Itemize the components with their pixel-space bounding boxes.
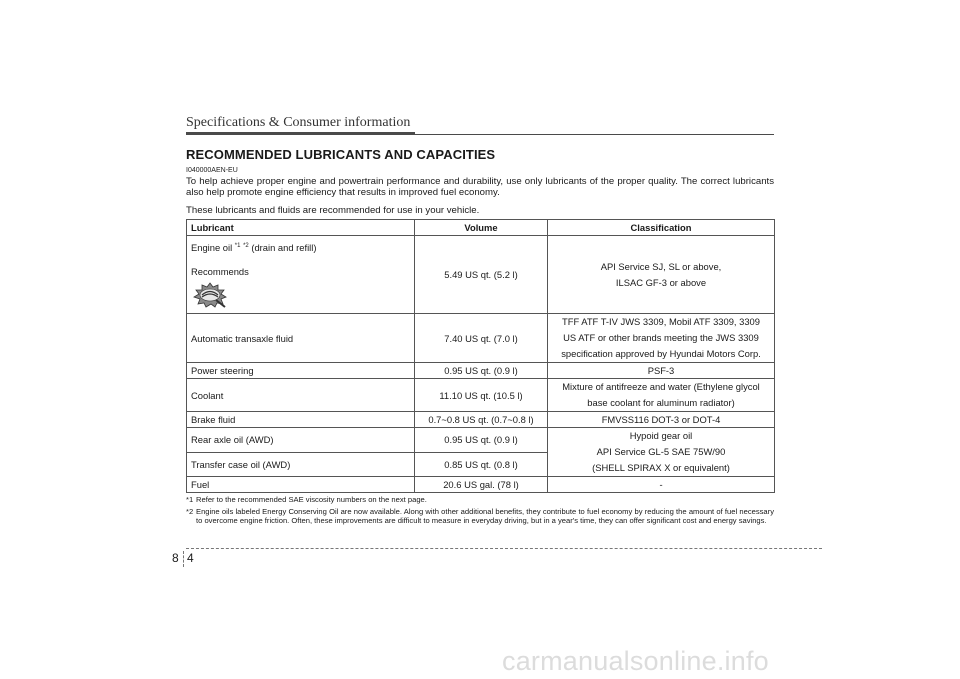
transfer-case-volume: 0.85 US qt. (0.8 l) xyxy=(415,452,548,477)
brake-fluid-label: Brake fluid xyxy=(187,412,415,428)
title-rule xyxy=(415,134,774,135)
footnote-2-mark: *2 xyxy=(186,507,194,516)
intro-note: These lubricants and fluids are recommended for use in your vehicle. xyxy=(186,205,480,216)
reference-code: I040000AEN-EU xyxy=(186,167,238,174)
table-row-fuel xyxy=(187,477,775,493)
intro-paragraph: To help achieve proper engine and powertrain performance and durability, use only lubricants of the proper quality. The correct lubricants also help promote engine efficiency that results in improved fuel economy. xyxy=(186,176,774,198)
footnote-2 xyxy=(186,507,774,525)
header-lubricant: Lubricant xyxy=(187,220,415,236)
footnote-1-text: Refer to the recommended SAE viscosity numbers on the next page. xyxy=(196,495,427,504)
api-certification-starburst-icon xyxy=(192,282,228,308)
transaxle-label: Automatic transaxle fluid xyxy=(187,314,415,363)
watermark: carmanualsonline.info xyxy=(502,646,769,676)
fuel-classification: - xyxy=(548,477,775,493)
brake-fluid-volume: 0.7~0.8 US qt. (0.7~0.8 l) xyxy=(415,412,548,428)
title-bar-accent xyxy=(186,132,415,135)
table-row-brake-fluid xyxy=(187,412,775,428)
section-title: Specifications & Consumer information xyxy=(186,115,411,130)
engine-oil-label: Engine oil $^{*1}$ $^{*2}$ (drain and refill) xyxy=(191,242,317,253)
power-steering-classification: PSF-3 xyxy=(548,363,775,379)
transfer-case-label: Transfer case oil (AWD) xyxy=(187,452,415,477)
footnote-2-text: Engine oils labeled Energy Conserving Oil are now available. Along with other additional benefits, they contribute to fuel economy by reducing the amount of fuel necessary to overcome engine friction. Often, these improvements are difficult to measure in everyday driving, but in a year's time, they can offer significant cost and energy savings. xyxy=(196,507,774,525)
rear-axle-volume: 0.95 US qt. (0.9 l) xyxy=(415,428,548,453)
transaxle-classification: TFF ATF T-IV JWS 3309, Mobil ATF 3309, 3309 US ATF or other brands meeting the JWS 3309 specification approved by Hyundai Motors Corp. xyxy=(548,314,775,363)
table-row-rear-axle xyxy=(187,428,775,453)
power-steering-volume: 0.95 US qt. (0.9 l) xyxy=(415,363,548,379)
table-row-power-steering xyxy=(187,363,775,379)
footnote-1 xyxy=(186,495,774,504)
table-header-row xyxy=(187,220,775,236)
transaxle-volume: 7.40 US qt. (7.0 l) xyxy=(415,314,548,363)
table-row-coolant xyxy=(187,379,775,412)
coolant-classification: Mixture of antifreeze and water (Ethylene glycol base coolant for aluminum radiator) xyxy=(548,379,775,412)
footnote-1-mark: *1 xyxy=(186,495,194,504)
engine-oil-cell xyxy=(187,236,415,314)
header-classification: Classification xyxy=(548,220,775,236)
engine-oil-classification: API Service SJ, SL or above, ILSAC GF-3 or above xyxy=(548,236,775,314)
header-volume: Volume xyxy=(415,220,548,236)
page-number-divider xyxy=(183,551,184,567)
page-divider xyxy=(186,548,822,549)
lubricants-table xyxy=(186,219,775,493)
fuel-volume: 20.6 US gal. (78 l) xyxy=(415,477,548,493)
table-row-transaxle xyxy=(187,314,775,363)
engine-oil-recommends: Recommends xyxy=(191,266,249,277)
engine-oil-volume: 5.49 US qt. (5.2 l) xyxy=(415,236,548,314)
fuel-label: Fuel xyxy=(187,477,415,493)
power-steering-label: Power steering xyxy=(187,363,415,379)
coolant-label: Coolant xyxy=(187,379,415,412)
rear-axle-label: Rear axle oil (AWD) xyxy=(187,428,415,453)
page-heading: RECOMMENDED LUBRICANTS AND CAPACITIES xyxy=(186,147,496,162)
page-chapter: 8 xyxy=(172,551,179,565)
page-number: 4 xyxy=(187,551,194,565)
gear-oil-classification: Hypoid gear oil API Service GL-5 SAE 75W/90 (SHELL SPIRAX X or equivalent) xyxy=(548,428,775,477)
brake-fluid-classification: FMVSS116 DOT-3 or DOT-4 xyxy=(548,412,775,428)
table-row-engine-oil xyxy=(187,236,775,314)
coolant-volume: 11.10 US qt. (10.5 l) xyxy=(415,379,548,412)
